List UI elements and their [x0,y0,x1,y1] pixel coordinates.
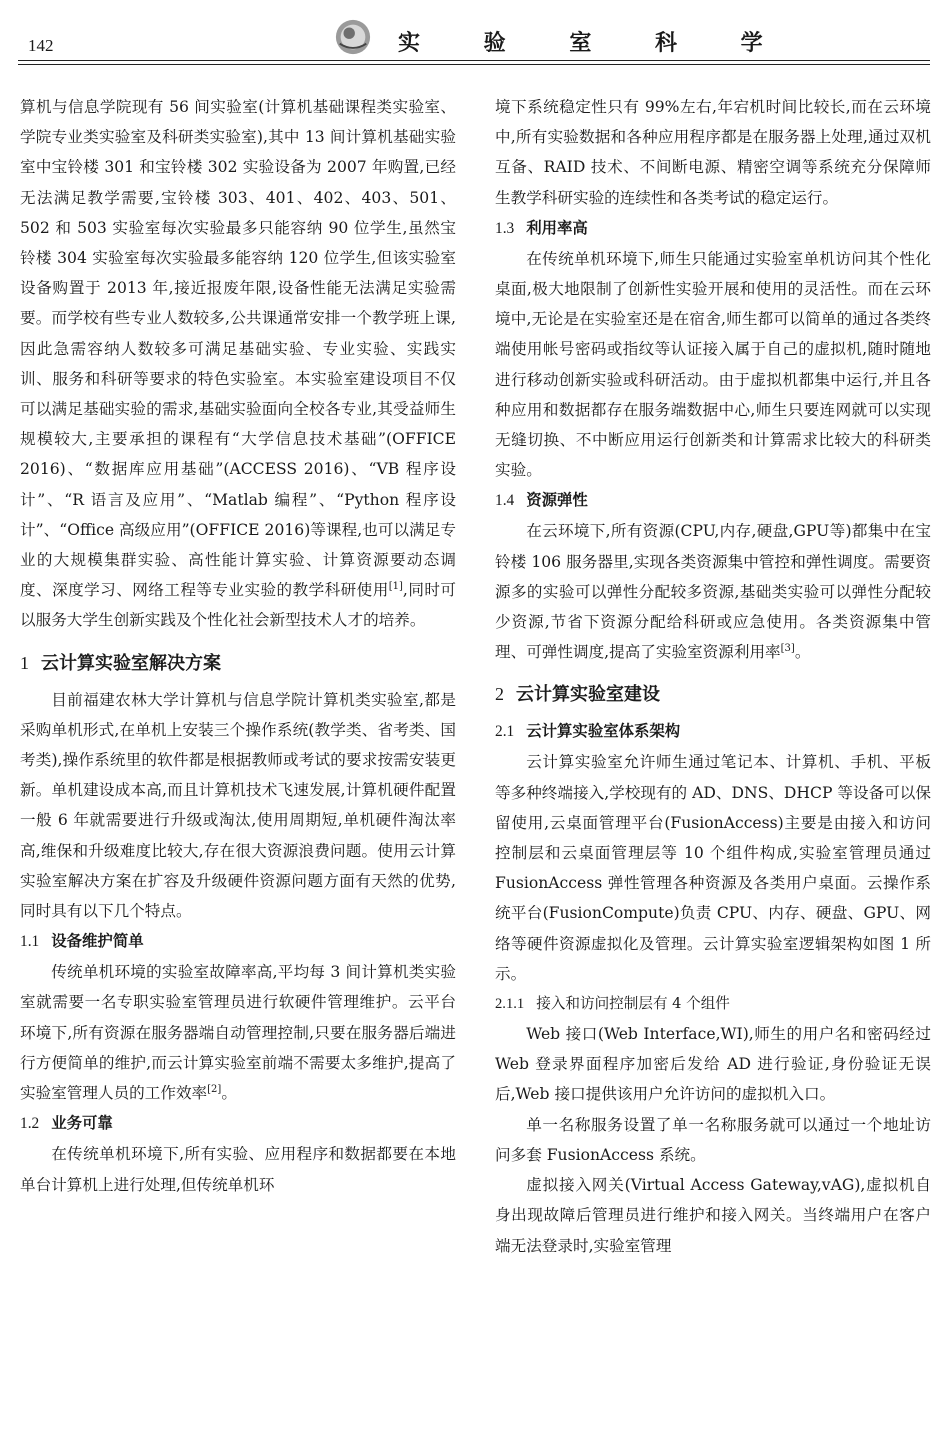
paragraph: 在传统单机环境下,所有实验、应用程序和数据都要在本地单台计算机上进行处理,但传统单机环 [20,1145,456,1194]
page-header [18,14,930,66]
journal-logo-icon [334,18,372,56]
journal-title: 实 验 室 科 学 [398,30,791,56]
header-rule-thin [18,64,930,65]
citation[interactable]: [1] [388,581,403,593]
paragraph: 虚拟接入网关(Virtual Access Gateway,vAG),虚拟机自身出现故障后管理员进行维护和接入网关。当终端用户在客户端无法登录时,实验室管理 [495,1176,931,1255]
subsection-heading: 1.2 业务可靠 [20,1114,113,1133]
subsection-heading: 1.1 设备维护简单 [20,932,144,951]
paragraph: 在传统单机环境下,师生只能通过实验室单机访问其个性化桌面,极大地限制了创新性实验开展和使用的灵活性。而在云环境中,无论是在实验室还是在宿舍,师生都可以简单的通过各类终端使用帐号密码或指纹等认证接入属于自己的虚拟机,随时随地进行移动创新实验或科研活动。由于虚拟机都集中运行,并且各种应用和数据都存在服务端数据中心,师生只要连网就可以实现无缝切换、不中断应用运行创新类和计算需求比较大的科研类实验。 [495,249,931,480]
paragraph: 目前福建农林大学计算机与信息学院计算机类实验室,都是采购单机形式,在单机上安装三个操作系统(教学类、省考类、国考类),操作系统里的软件都是根据教师或考试的要求按需安装更新。单机建设成本高,而且计算机技术飞速发展,计算机硬件配置一般 6 年就需要进行升级或淘汰,使用周期短,单机硬件淘汰率高,维保和升级难度比较大,存在很大资源浪费问题。使用云计算实验室解决方案在扩容及升级硬件资源问题方面有天然的优势,同时具有以下几个特点。 [20,690,456,921]
header-rule [18,60,930,61]
subsection-heading: 1.3 利用率高 [495,218,588,237]
paragraph: 算机与信息学院现有 56 间实验室(计算机基础课程类实验室、学院专业类实验室及科研类实验室),其中 13 间计算机基础实验室中宝铃楼 301 和宝铃楼 302 实验设备为 2007 年购置,已经无法满足教学需要,宝铃楼 303、401、402、403、501、502 和 503 实验室每次实验最多只能容纳 90 位学生,虽然宝铃楼 304 实验室每次实验最多能容纳 120 位学生,但该实验室设备购置于 2013 年,接近报废年限,设备性能无法满足实验需要。而学校有些专业人数较多,公共课通常安排一个教学班上课,因此急需容纳人数较多可满足基础实验、专业实验、实践实训、服务和科研等要求的特色实验室。本实验室建设项目不仅可以满足基础实验的需求,基础实验面向全校各专业,其受益师生规模较大,主要承担的课程有“大学信息技术基础”(OFFICE 2016)、“数据库应用基础”(ACCESS 2016)、“VB 程序设计”、“R 语言及应用”、“Matlab 编程”、“Python 程序设计”、“Office 高级应用”(OFFICE 2016)等课程,也可以满足专业的大规模集群实验、高性能计算实验、计算资源要动态调度、深度学习、网络工程等专业实验的教学科研使用[1],同时可以服务大学生创新实践及个性化社会新型技术人才的培养。 [20,98,456,630]
section-heading: 1 云计算实验室解决方案 [20,652,221,674]
citation[interactable]: [2] [207,1084,222,1096]
paragraph: 单一名称服务设置了单一名称服务就可以通过一个地址访问多套 FusionAccess 系统。 [495,1115,931,1164]
subsubsection-heading: 2.1.1 接入和访问控制层有 4 个组件 [495,995,730,1013]
section-heading: 2 云计算实验室建设 [495,684,660,706]
left-column [20,92,456,1200]
paragraph: Web 接口(Web Interface,WI),师生的用户名和密码经过 Web 登录界面程序加密后发给 AD 进行验证,身份验证无误后,Web 接口提供该用户允许访问的虚拟机入口。 [495,1025,931,1104]
citation[interactable]: [3] [780,643,795,655]
paragraph: 传统单机环境的实验室故障率高,平均每 3 间计算机类实验室就需要一名专职实验室管理员进行软硬件管理维护。云平台环境下,所有资源在服务器端自动管理控制,只要在服务器后端进行方便简单的维护,而云计算实验室前端不需要太多维护,提高了实验室管理人员的工作效率[2]。 [20,963,456,1103]
right-column [495,92,931,1261]
paragraph: 在云环境下,所有资源(CPU,内存,硬盘,GPU等)都集中在宝铃楼 106 服务器里,实现各类资源集中管控和弹性调度。需要资源多的实验可以弹性分配较多资源,基础类实验可以弹性分配较少资源,节省下资源分配给科研或应急使用。各类资源集中管理、可弹性调度,提高了实验室资源利用率[3]。 [495,522,931,662]
subsection-heading: 1.4 资源弹性 [495,491,588,510]
page-number: 142 [28,36,54,55]
subsection-heading: 2.1 云计算实验室体系架构 [495,722,681,741]
paragraph: 境下系统稳定性只有 99%左右,年宕机时间比较长,而在云环境中,所有实验数据和各种应用程序都是在服务器上处理,通过双机互备、RAID 技术、不间断电源、精密空调等系统充分保障师生教学科研实验的连续性和各类考试的稳定运行。 [495,98,931,207]
paragraph: 云计算实验室允许师生通过笔记本、计算机、手机、平板等多种终端接入,学校现有的 AD、DNS、DHCP 等设备可以保留使用,云桌面管理平台(FusionAccess)主要是由接入和访问控制层和云桌面管理层等 10 个组件构成,实验室管理员通过 FusionAccess 弹性管理各种资源及各类用户桌面。云操作系统平台(FusionCompute)负责 CPU、内存、硬盘、GPU、网络等硬件资源虚拟化及管理。云计算实验室逻辑架构如图 1 所示。 [495,753,931,983]
